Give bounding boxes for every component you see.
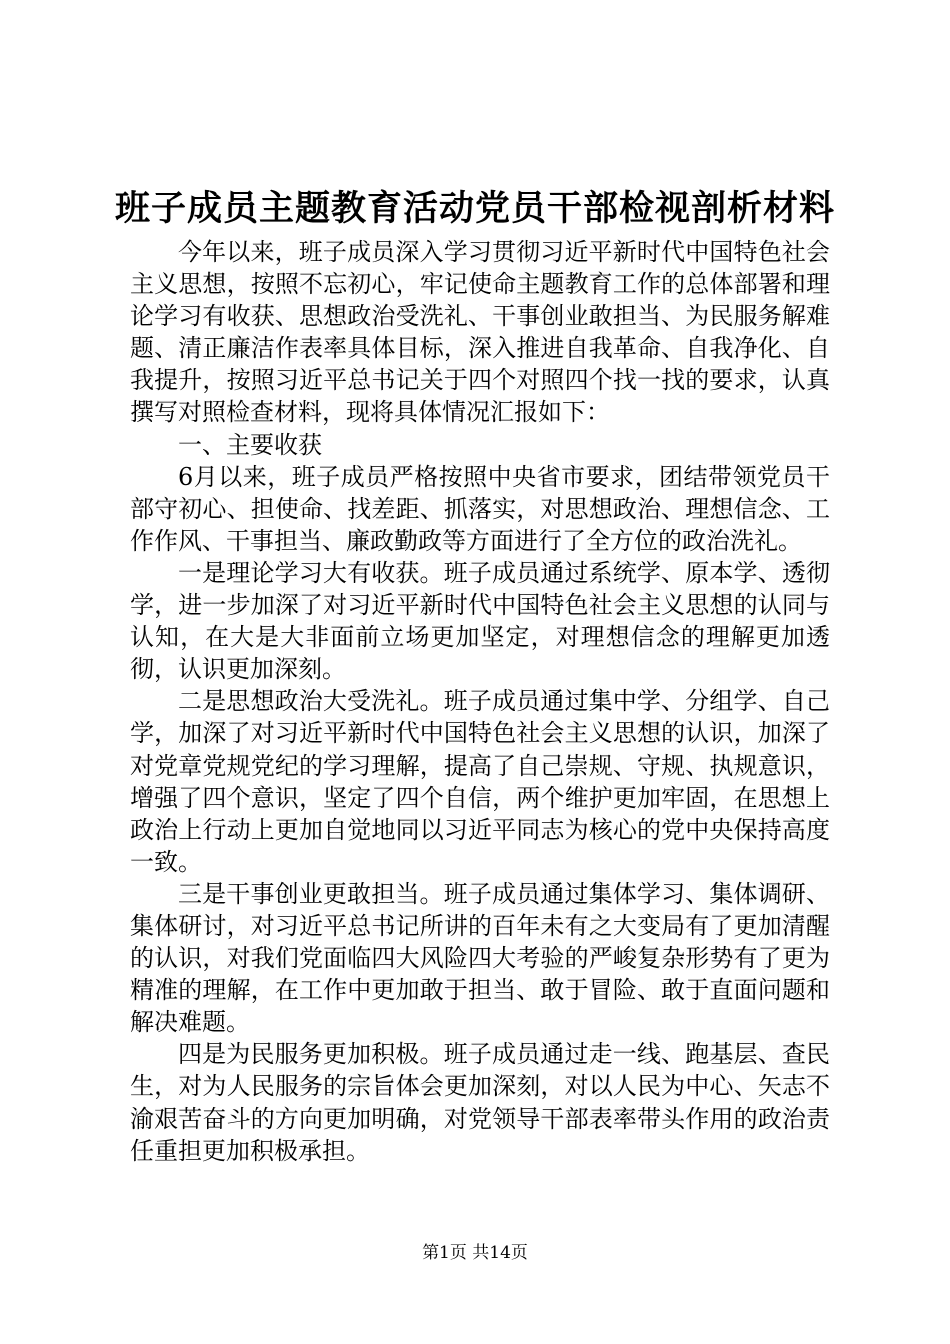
gain-1-paragraph: 一是理论学习大有收获。班子成员通过系统学、原本学、透彻学，进一步加深了对习近平新时代中国特色社会主义思想的认同与认知，在大是大非面前立场更加坚定，对理想信念的理解更加透彻，认识更加深刻。	[130, 558, 830, 684]
gain-4-paragraph: 四是为民服务更加积极。班子成员通过走一线、跑基层、查民生，对为人民服务的宗旨体会更加深刻，对以人民为中心、矢志不渝艰苦奋斗的方向更加明确，对党领导干部表率带头作用的政治责任重担更加积极承担。	[130, 1040, 830, 1165]
gain-2-paragraph: 二是思想政治大受洗礼。班子成员通过集中学、分组学、自己学，加深了对习近平新时代中国特色社会主义思想的认识，加深了对党章党规党纪的学习理解，提高了自己崇规、守规、执规意识，增强了四个意识，坚定了四个自信，两个维护更加牢固，在思想上政治上行动上更加自觉地同以习近平同志为核心的党中央保持高度一致。	[130, 687, 830, 876]
page-number-footer: 第1页 共14页	[422, 1243, 528, 1263]
section-heading-main-gains: 一、主要收获	[178, 430, 322, 459]
document-body	[130, 236, 830, 1167]
gains-overview-paragraph: 6月以来，班子成员严格按照中央省市要求，团结带领党员干部守初心、担使命、找差距、抓落实，对思想政治、理想信念、工作作风、干事担当、廉政勤政等方面进行了全方位的政治洗礼。	[130, 462, 830, 555]
document-title: 班子成员主题教育活动党员干部检视剖析材料	[114, 188, 835, 229]
intro-paragraph: 今年以来，班子成员深入学习贯彻习近平新时代中国特色社会主义思想，按照不忘初心，牢记使命主题教育工作的总体部署和理论学习有收获、思想政治受洗礼、干事创业敢担当、为民服务解难题、清正廉洁作表率具体目标，深入推进自我革命、自我净化、自我提升，按照习近平总书记关于四个对照四个找一找的要求，认真撰写对照检查材料，现将具体情况汇报如下：	[130, 238, 830, 427]
gain-3-paragraph: 三是干事创业更敢担当。班子成员通过集体学习、集体调研、集体研讨，对习近平总书记所讲的百年未有之大变局有了更加清醒的认识，对我们党面临四大风险四大考验的严峻复杂形势有了更为精准的理解，在工作中更加敢于担当、敢于冒险、敢于直面问题和解决难题。	[130, 879, 830, 1037]
